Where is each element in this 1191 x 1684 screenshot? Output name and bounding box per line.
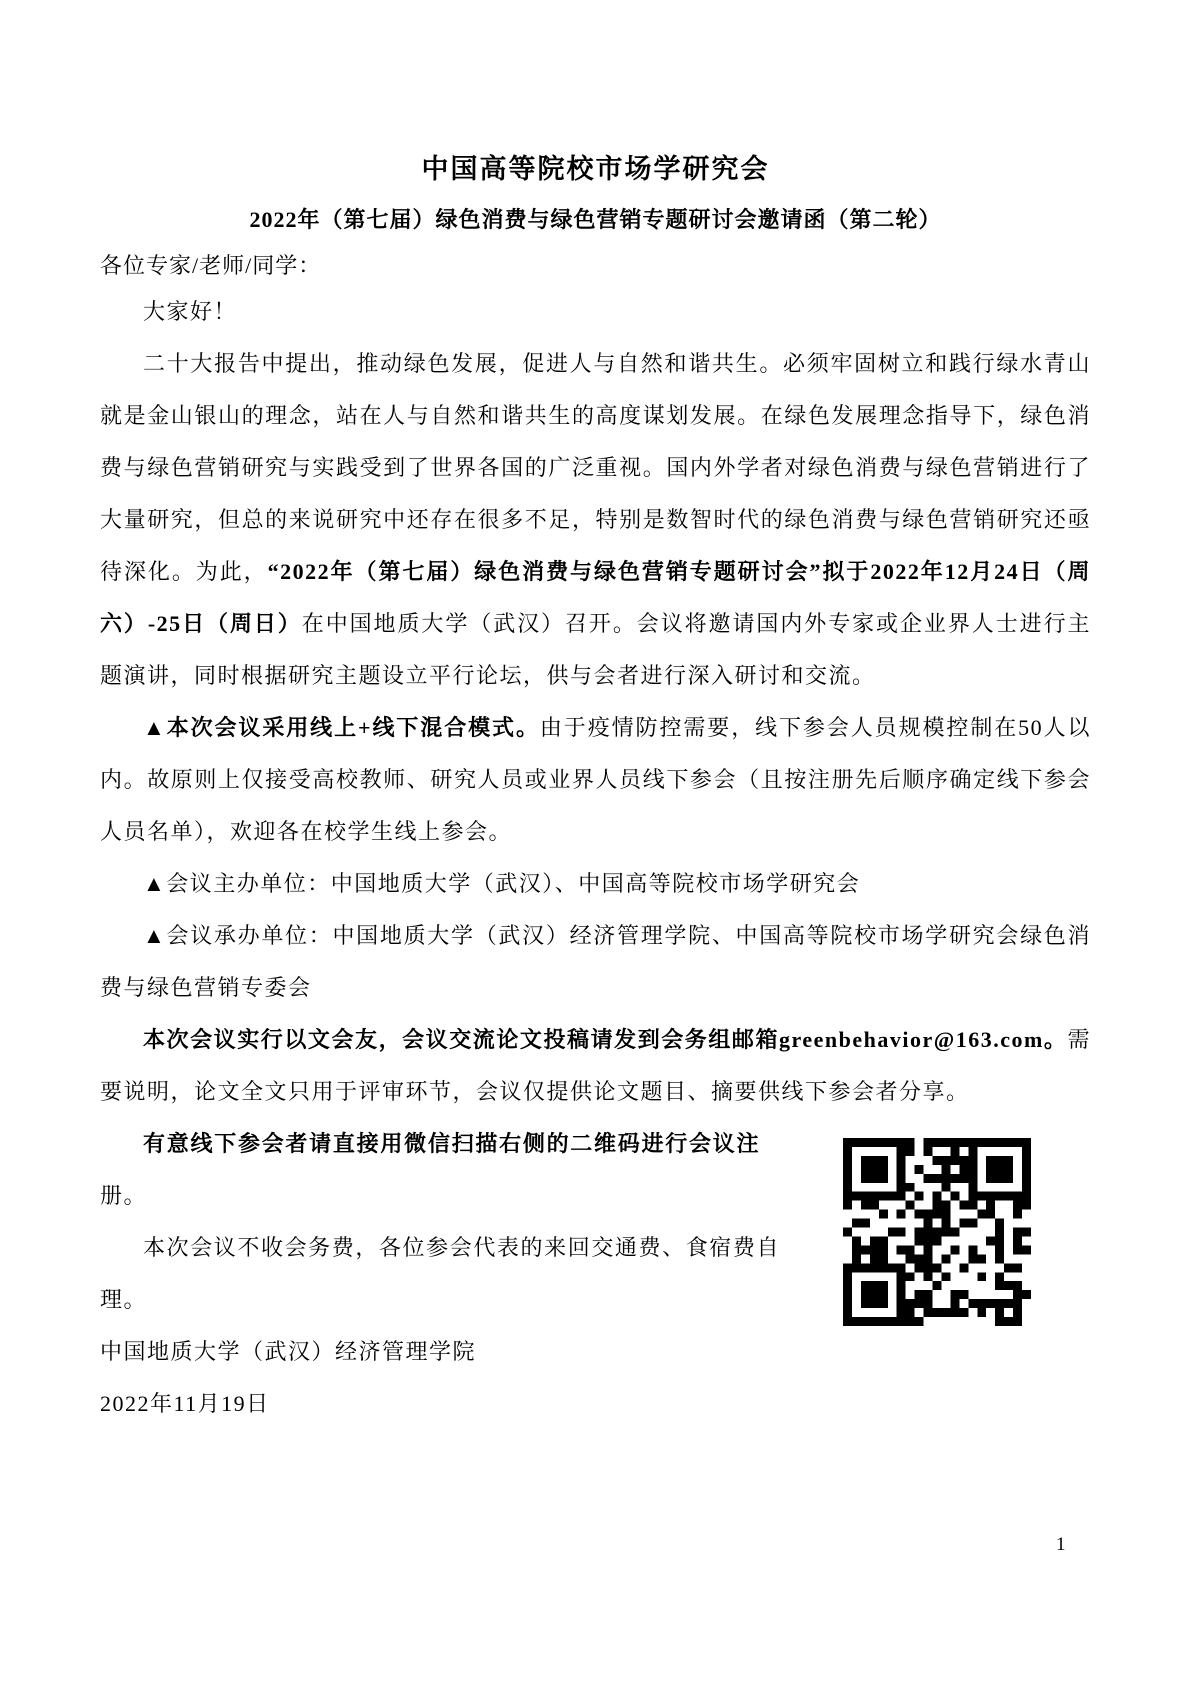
date-line: 2022年11月19日 (100, 1391, 270, 1416)
paragraph-registration (100, 1118, 760, 1222)
submission-highlight-post: 。 (1043, 1027, 1068, 1052)
letter-body (100, 286, 1091, 1430)
meeting-mode-highlight: ▲本次会议采用线上+线下混合模式。 (143, 715, 540, 740)
organizer-unit-text: ▲会议承办单位：中国地质大学（武汉）经济管理学院、中国高等院校市场学研究会绿色消费与绿色营销专委会 (100, 923, 1091, 1000)
fee-text: 本次会议不收会务费，各位参会代表的来回交通费、食宿费自理。 (100, 1235, 780, 1312)
paragraph-meeting-mode (100, 702, 1091, 858)
paragraph-submission (100, 1014, 1091, 1118)
qr-region (100, 1118, 1091, 1378)
meeting-mode-detail: 由于疫情防控需要，线下参会人员规模控制在50人以内。故原则上仅接受高校教师、研究人员或业界人员线下参会（且按注册先后顺序确定线下参会人员名单），欢迎各在校学生线上参会。 (100, 715, 1091, 844)
submission-note: 需要说明，论文全文只用于评审环节，会议仅提供论文题目、摘要供线下参会者分享。 (100, 1027, 1091, 1104)
registration-qr-code (843, 1138, 1031, 1326)
background-run-1: 二十大报告中提出，推动绿色发展，促进人与自然和谐共生。必须牢固树立和践行绿水青山就是金山银山的理念，站在人与自然和谐共生的高度谋划发展。在绿色发展理念指导下，绿色消费与绿色营销研究与实践受到了世界各国的广泛重视。国内外学者对绿色消费与绿色营销进行了大量研究，但总的来说研究中还存在很多不足，特别是数智时代的绿色消费与绿色营销研究还亟待深化。为此， (100, 351, 1091, 584)
paragraph-greeting (100, 286, 1091, 338)
background-run-3: 在中国地质大学（武汉）召开。会议将邀请国内外专家或企业界人士进行主题演讲，同时根据研究主题设立平行论坛，供与会者进行深入研讨和交流。 (100, 611, 1091, 688)
paragraph-fee (100, 1222, 780, 1326)
signature-line: 中国地质大学（武汉）经济管理学院 (100, 1339, 477, 1364)
conference-name-and-date: “2022年（第七届）绿色消费与绿色营销专题研讨会”拟于2022年12月24日（周六）-25日（周日） (100, 559, 1091, 636)
registration-tail: 册。 (100, 1183, 148, 1208)
submission-highlight-pre: 本次会议实行以文会友，会议交流论文投稿请发到会务组邮箱 (143, 1027, 780, 1052)
salutation: 各位专家/老师/同学： (100, 253, 322, 278)
document-subtitle: 2022年（第七届）绿色消费与绿色营销专题研讨会邀请函（第二轮） (249, 207, 942, 232)
paragraph-background (100, 338, 1091, 702)
page-number: 1 (1056, 1534, 1066, 1555)
paragraph-organizer-unit (100, 910, 1091, 1014)
registration-highlight: 有意线下参会者请直接用微信扫描右侧的二维码进行会议注 (143, 1131, 760, 1156)
document-title: 中国高等院校市场学研究会 (421, 154, 770, 184)
paragraph-host-unit (100, 858, 1091, 910)
host-unit-text: ▲会议主办单位：中国地质大学（武汉）、中国高等院校市场学研究会 (143, 871, 861, 896)
email-address: greenbehavior@163.com (779, 1027, 1044, 1052)
greeting-text: 大家好！ (143, 299, 238, 324)
